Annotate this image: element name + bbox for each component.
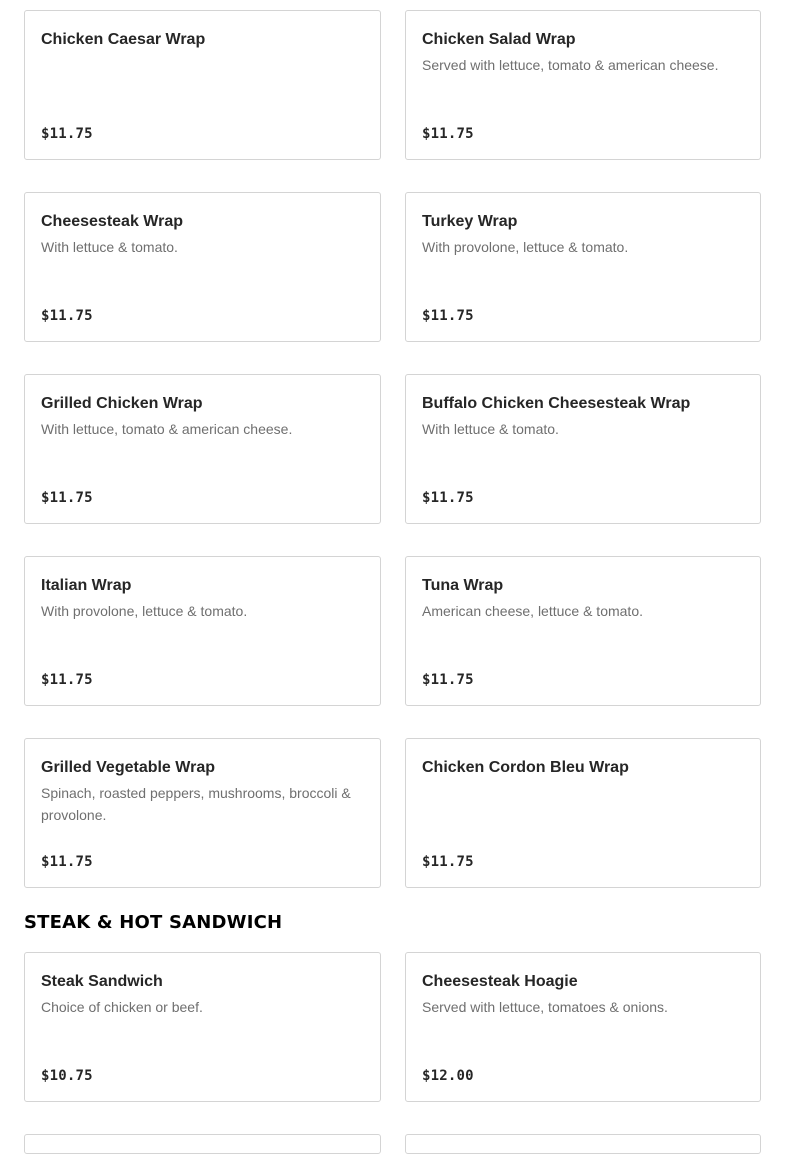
menu-item-card[interactable] <box>405 374 761 524</box>
item-description: Served with lettuce, tomato & american cheese. <box>422 57 719 73</box>
item-name: Grilled Vegetable Wrap <box>41 759 215 776</box>
steak-menu-grid <box>24 952 761 1102</box>
menu-item-card[interactable] <box>405 10 761 160</box>
item-description: Choice of chicken or beef. <box>41 999 203 1015</box>
item-name: Steak Sandwich <box>41 973 163 990</box>
menu-item-card[interactable] <box>405 556 761 706</box>
item-price: $11.75 <box>422 126 474 142</box>
menu-item-card[interactable] <box>405 738 761 888</box>
menu-item-card[interactable] <box>405 952 761 1102</box>
item-price: $11.75 <box>41 672 93 688</box>
item-name: Turkey Wrap <box>422 213 518 230</box>
item-description: American cheese, lettuce & tomato. <box>422 603 643 619</box>
item-price: $11.75 <box>422 854 474 870</box>
item-price: $11.75 <box>41 490 93 506</box>
item-description: With provolone, lettuce & tomato. <box>422 239 629 255</box>
item-name: Chicken Salad Wrap <box>422 31 576 48</box>
wraps-menu-grid <box>24 10 761 888</box>
item-description: With lettuce & tomato. <box>41 239 178 255</box>
item-price: $11.75 <box>422 490 474 506</box>
item-price: $10.75 <box>41 1068 93 1084</box>
menu-item-card[interactable] <box>24 192 381 342</box>
item-name: Italian Wrap <box>41 577 132 594</box>
menu-item-card[interactable] <box>405 192 761 342</box>
item-price: $12.00 <box>422 1068 474 1084</box>
item-name: Tuna Wrap <box>422 577 504 594</box>
section-heading-steak-hot-sandwich: STEAK & HOT SANDWICH <box>24 912 283 933</box>
menu-item-card-partial[interactable] <box>24 1134 381 1154</box>
item-description: With provolone, lettuce & tomato. <box>41 603 248 619</box>
item-name: Buffalo Chicken Cheesesteak Wrap <box>422 395 691 412</box>
menu-item-card[interactable] <box>24 374 381 524</box>
item-description: With lettuce, tomato & american cheese. <box>41 421 293 437</box>
item-name: Cheesesteak Hoagie <box>422 973 578 990</box>
item-price: $11.75 <box>41 854 93 870</box>
item-name: Grilled Chicken Wrap <box>41 395 203 412</box>
item-price: $11.75 <box>41 308 93 324</box>
item-price: $11.75 <box>422 308 474 324</box>
item-description: With lettuce & tomato. <box>422 421 559 437</box>
menu-item-card-partial[interactable] <box>405 1134 761 1154</box>
menu-item-card[interactable] <box>24 738 381 888</box>
item-name: Cheesesteak Wrap <box>41 213 183 230</box>
menu-item-card[interactable] <box>24 556 381 706</box>
item-description: Served with lettuce, tomatoes & onions. <box>422 999 668 1015</box>
item-description: Spinach, roasted peppers, mushrooms, broccoli & provolone. <box>41 785 351 823</box>
menu-item-card[interactable] <box>24 10 381 160</box>
item-name: Chicken Caesar Wrap <box>41 31 206 48</box>
item-name: Chicken Cordon Bleu Wrap <box>422 759 629 776</box>
item-price: $11.75 <box>41 126 93 142</box>
item-price: $11.75 <box>422 672 474 688</box>
menu-item-card[interactable] <box>24 952 381 1102</box>
